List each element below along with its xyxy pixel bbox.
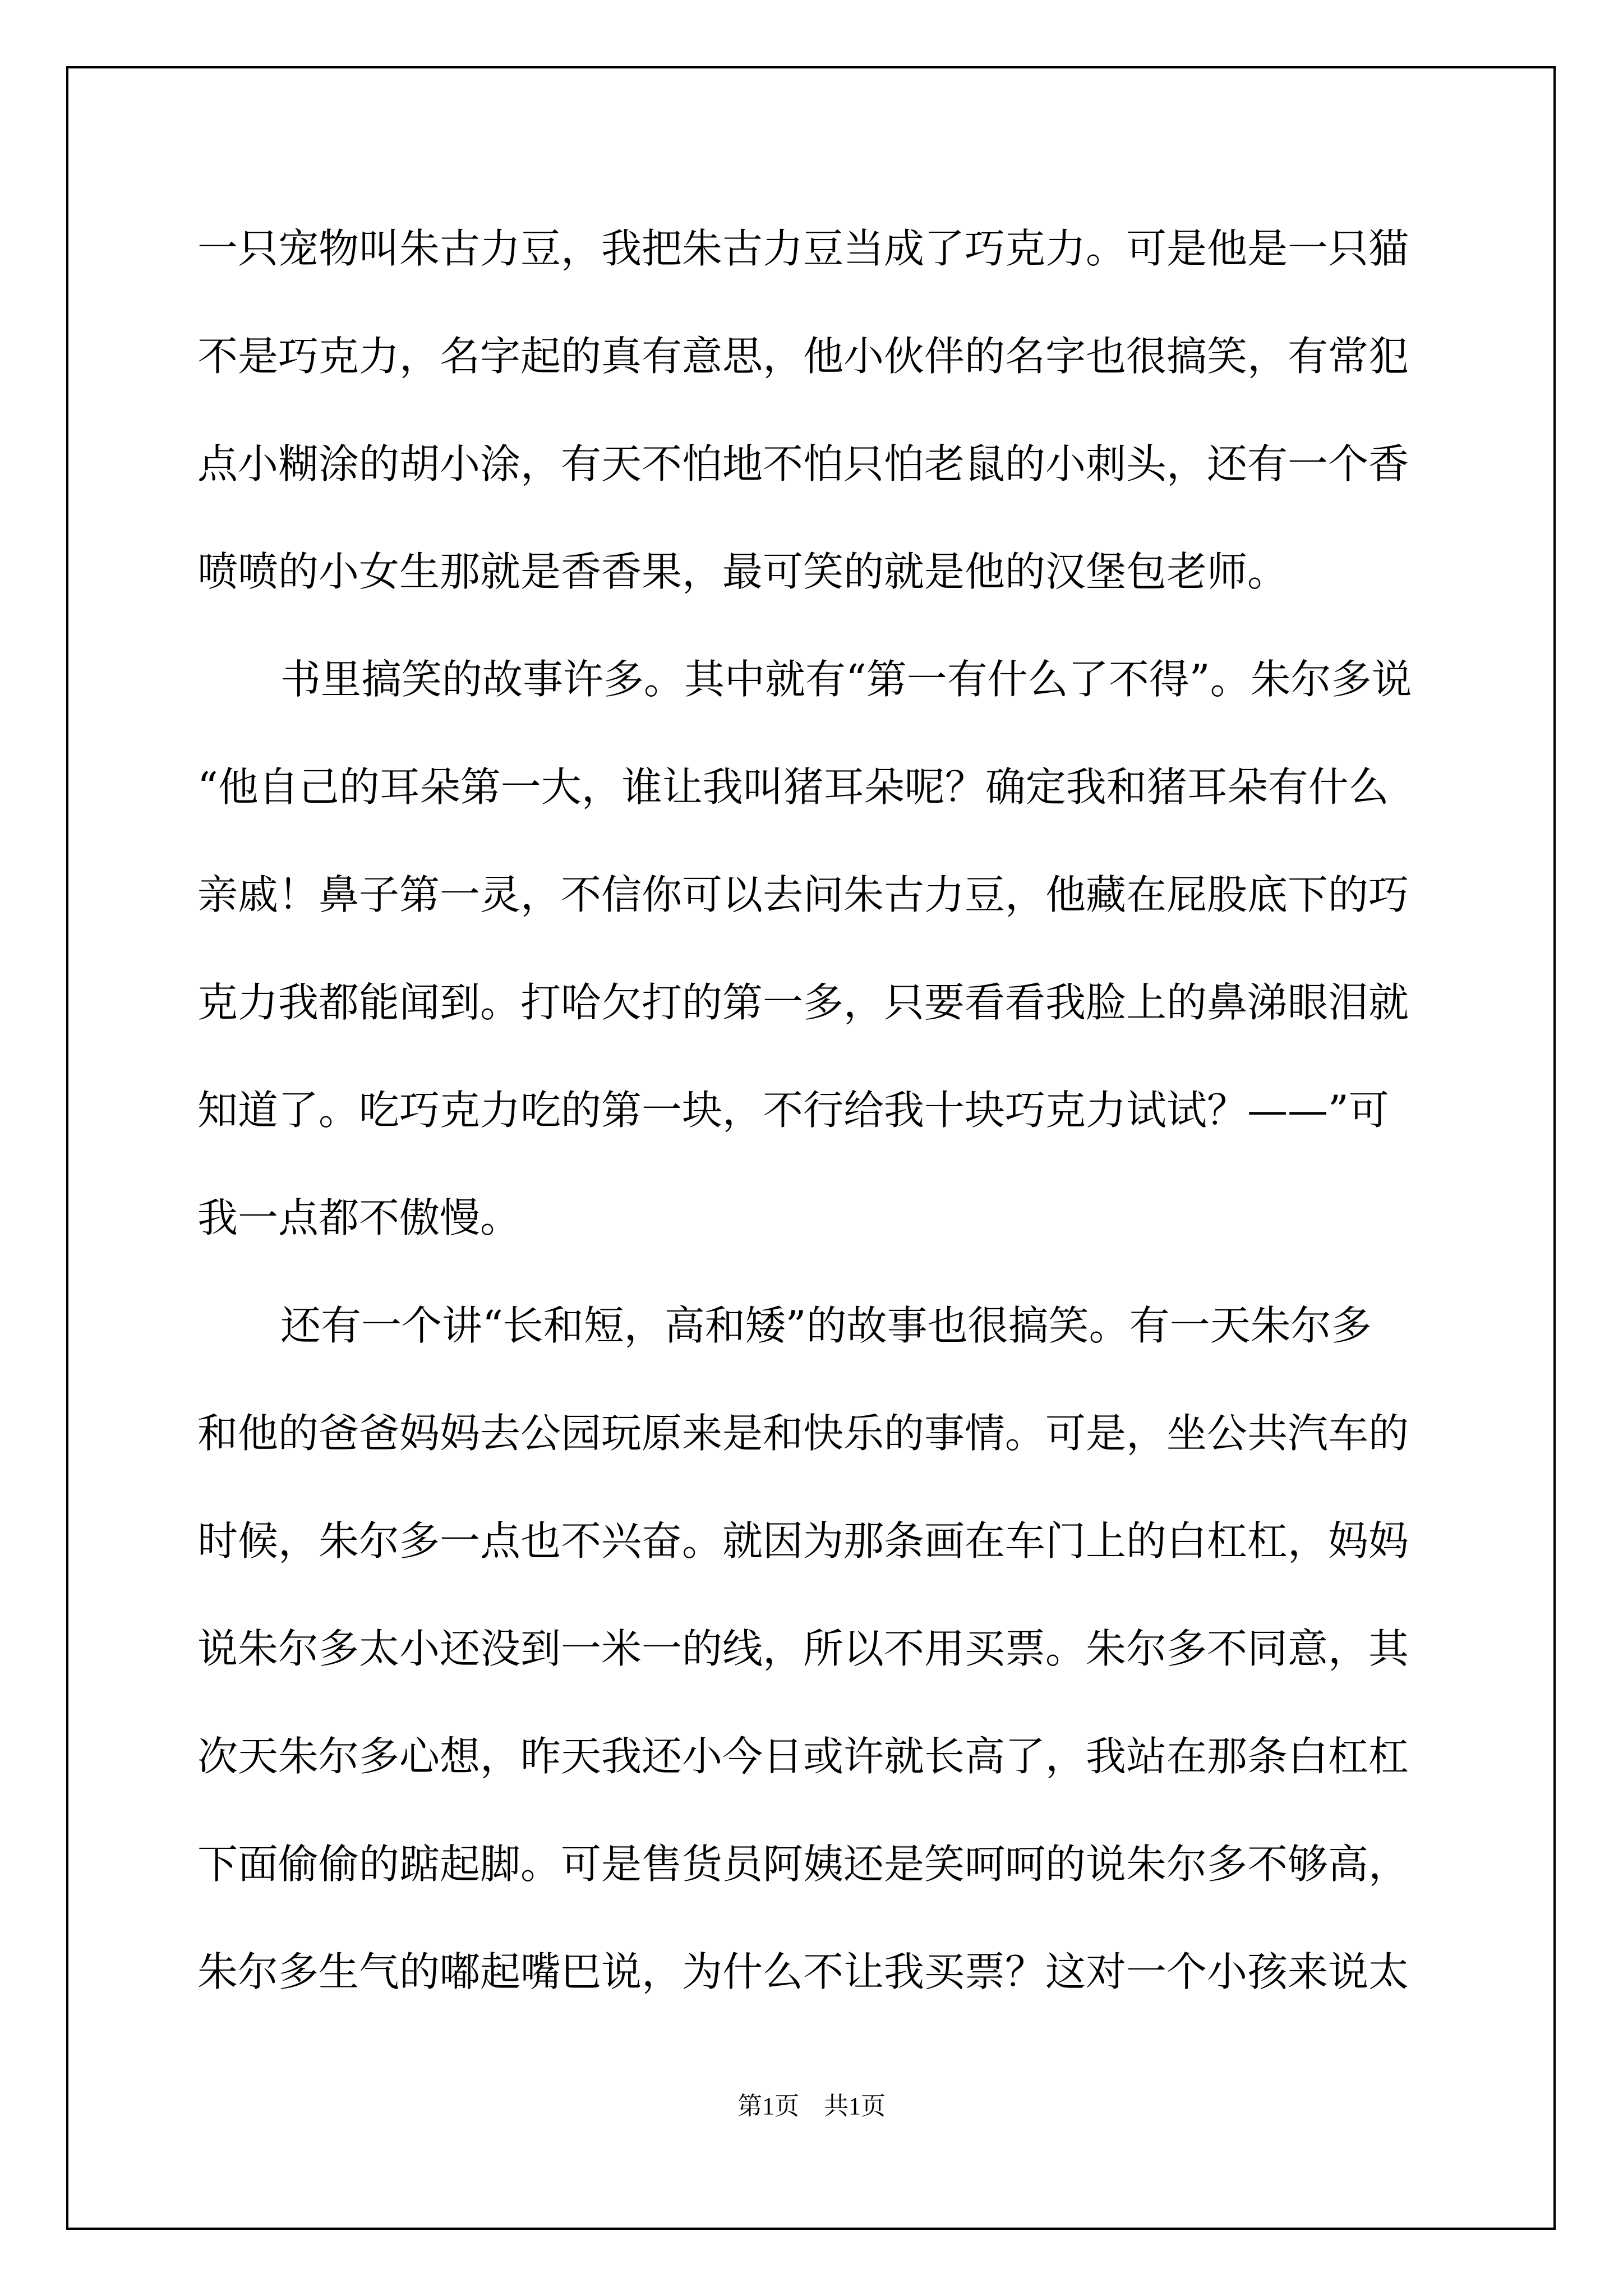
document-body xyxy=(197,218,1426,2049)
text-line: 知道了。吃巧克力吃的第一块，不行给我十块巧克力试试？——”可 xyxy=(197,1087,1389,1134)
text-line: 下面偷偷的踮起脚。可是售货员阿姨还是笑呵呵的说朱尔多不够高， xyxy=(197,1841,1409,1888)
text-line: “他自己的耳朵第一大，谁让我叫猪耳朵呢？确定我和猪耳朵有什么 xyxy=(197,763,1389,811)
text-line: 一只宠物叫朱古力豆，我把朱古力豆当成了巧克力。可是他是一只猫 xyxy=(197,225,1409,272)
paragraph-start-line: 书里搞笑的故事许多。其中就有“第一有什么了不得”。朱尔多说 xyxy=(280,656,1412,703)
paragraph-start-line: 还有一个讲“长和短，高和矮”的故事也很搞笑。有一天朱尔多 xyxy=(280,1302,1372,1349)
text-line: 我一点都不傲慢。 xyxy=(197,1194,521,1241)
text-line: 喷喷的小女生那就是香香果，最可笑的就是他的汉堡包老师。 xyxy=(197,548,1288,595)
text-line: 不是巧克力，名字起的真有意思，他小伙伴的名字也很搞笑，有常犯 xyxy=(197,333,1409,380)
text-line: 说朱尔多太小还没到一米一的线，所以不用买票。朱尔多不同意，其 xyxy=(197,1625,1409,1672)
page-footer: 第1页 共1页 xyxy=(737,2092,886,2120)
text-line: 克力我都能闻到。打哈欠打的第一多，只要看看我脸上的鼻涕眼泪就 xyxy=(197,979,1409,1026)
text-line: 点小糊涂的胡小涂，有天不怕地不怕只怕老鼠的小刺头，还有一个香 xyxy=(197,440,1409,487)
text-line: 时候，朱尔多一点也不兴奋。就因为那条画在车门上的白杠杠，妈妈 xyxy=(197,1517,1409,1565)
text-line: 和他的爸爸妈妈去公园玩原来是和快乐的事情。可是，坐公共汽车的 xyxy=(197,1410,1409,1457)
text-line: 次天朱尔多心想，昨天我还小今日或许就长高了，我站在那条白杠杠 xyxy=(197,1733,1409,1780)
text-line: 朱尔多生气的嘟起嘴巴说，为什么不让我买票？这对一个小孩来说太 xyxy=(197,1948,1409,1995)
text-line: 亲戚！鼻子第一灵，不信你可以去问朱古力豆，他藏在屁股底下的巧 xyxy=(197,871,1409,918)
